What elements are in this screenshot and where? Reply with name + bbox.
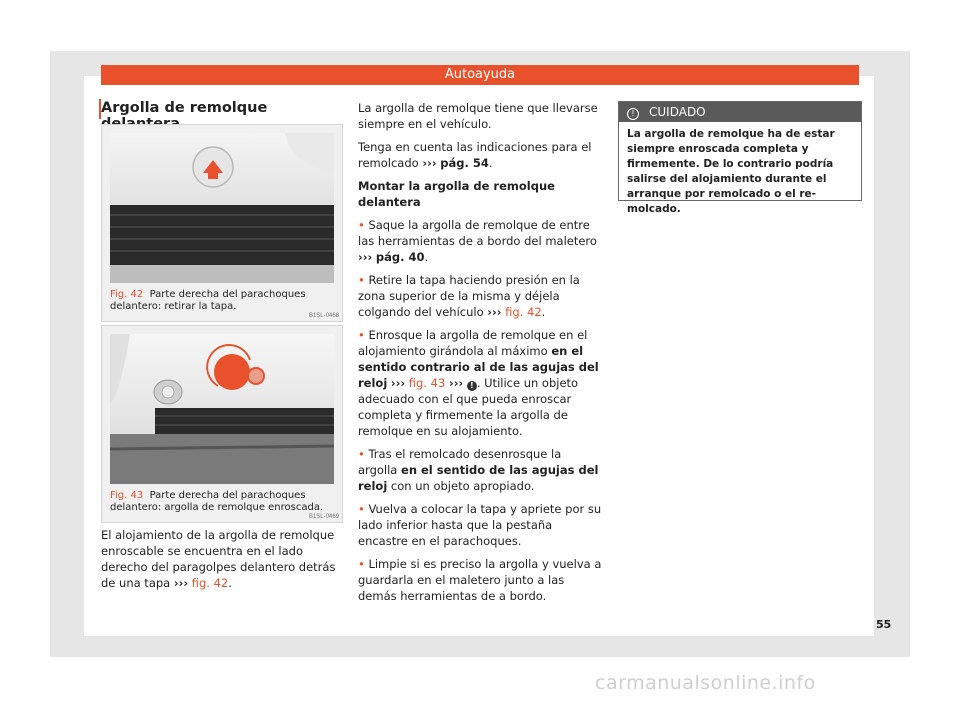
bullet-item bbox=[358, 327, 604, 439]
paragraph-text: El alojamiento de la argolla de remolque enroscable se encuentra en el lado derecho del paragolpes delantero detrás de una tapa bbox=[101, 528, 336, 590]
figure-43-caption bbox=[110, 490, 336, 514]
middle-column bbox=[358, 100, 604, 611]
reference-arrow: ››› bbox=[448, 376, 464, 390]
page-reference-link[interactable]: pág. 40 bbox=[375, 250, 425, 264]
watermark: carmanualsonline.info bbox=[595, 672, 816, 694]
page-reference-link[interactable]: pág. 54 bbox=[440, 156, 489, 170]
bullet-bold-text: en el sentido contrario al de las agujas del reloj bbox=[358, 344, 599, 390]
caution-box bbox=[618, 101, 862, 215]
bullet-text: Tras el remolcado desenrosque la argolla bbox=[358, 447, 562, 477]
warning-icon[interactable]: ! bbox=[467, 381, 477, 391]
figure-code: B1SL-0468 bbox=[308, 313, 339, 319]
figure-43-photo bbox=[110, 334, 334, 484]
figure-42-caption bbox=[110, 289, 336, 313]
reference-arrow: ››› bbox=[358, 250, 373, 264]
figure-number: Fig. 42 bbox=[110, 289, 144, 300]
bullet-item bbox=[358, 556, 604, 604]
caution-title: CUIDADO bbox=[649, 105, 706, 119]
bullet-icon: • bbox=[358, 557, 365, 571]
figure-link[interactable]: fig. 43 bbox=[408, 376, 446, 390]
paragraph-end: . bbox=[228, 576, 232, 590]
paragraph-1: La argolla de remolque tiene que llevarse siempre en el vehículo. bbox=[358, 101, 598, 131]
paragraph-text: Tenga en cuenta las indicaciones para el remolcado bbox=[358, 140, 592, 170]
bullet-icon: • bbox=[358, 328, 365, 342]
bullet-icon: • bbox=[358, 273, 365, 287]
caution-icon: ! bbox=[627, 108, 639, 120]
bullet-bold-text: en el sentido de las agujas del reloj bbox=[358, 463, 599, 493]
caution-header bbox=[619, 102, 861, 122]
reference-arrow: ››› bbox=[390, 376, 406, 390]
figure-42-photo bbox=[110, 133, 334, 283]
bullet-item bbox=[358, 446, 604, 494]
reference-arrow: ››› bbox=[173, 576, 189, 590]
bullet-text: Limpie si es preciso la argolla y vuelva a guardarla en el maletero junto a las demás herramientas de a bordo. bbox=[358, 557, 602, 603]
bullet-item: • Retire la tapa haciendo presión en la zona superior de la misma y déjela colgando del vehículo ››› fig. 42. bbox=[358, 273, 580, 319]
caption-text: Parte derecha del parachoques delantero: argolla de remolque enroscada. bbox=[110, 490, 324, 513]
reference-arrow: ››› bbox=[422, 156, 437, 170]
figure-43 bbox=[101, 325, 343, 523]
procedure-heading: Montar la argolla de remolque delantera bbox=[358, 179, 555, 209]
bullet-item bbox=[358, 501, 604, 549]
section-title: Argolla de remolque bbox=[101, 100, 341, 138]
bullet-text: Vuelva a colocar la tapa y apriete por su lado inferior hasta que la pestaña encastre en el parachoques. bbox=[358, 502, 602, 548]
figure-42 bbox=[101, 124, 343, 322]
bullet-text: . Utilice un objeto adecuado con el que pueda enroscar completa y firmemente la argolla de remolque en su alojamiento. bbox=[358, 376, 579, 438]
left-paragraph bbox=[101, 527, 345, 591]
bullet-icon: • bbox=[358, 447, 365, 461]
reference-arrow: ››› bbox=[487, 305, 502, 319]
bullet-icon: • bbox=[358, 218, 365, 232]
chapter-header: Autoayuda bbox=[101, 65, 859, 85]
bullet-text: con un objeto apropiado. bbox=[390, 479, 535, 493]
figure-code: B1SL-0469 bbox=[308, 514, 339, 520]
page-number: 55 bbox=[876, 618, 892, 631]
caution-text: La argolla de remolque ha de estar siempre enroscada completa y firmemente. De lo contrario podría salirse del alojamiento durante el arranque por remolcado o el remolcado. bbox=[627, 128, 835, 215]
bullet-text: Enrosque la argolla de remolque en el alojamiento girándola al máximo bbox=[358, 328, 588, 358]
bullet-item: • Saque la argolla de remolque de entre las herramientas de a bordo del maletero ››› pág. 40. bbox=[358, 218, 597, 264]
bullet-icon: • bbox=[358, 502, 365, 516]
caption-text: Parte derecha del parachoques delantero: retirar la tapa. bbox=[110, 289, 306, 312]
figure-link[interactable]: fig. 42 bbox=[191, 576, 229, 590]
bullet-text: Saque la argolla de remolque de entre las herramientas de a bordo del maletero bbox=[358, 218, 597, 248]
bullet-text: Retire la tapa haciendo presión en la zona superior de la misma y déjela colgando del vehículo bbox=[358, 273, 580, 319]
figure-number: Fig. 43 bbox=[110, 490, 144, 501]
paragraph-2: Tenga en cuenta las indicaciones para el remolcado ››› pág. 54. bbox=[358, 140, 592, 170]
figure-link[interactable]: fig. 42 bbox=[505, 305, 542, 319]
